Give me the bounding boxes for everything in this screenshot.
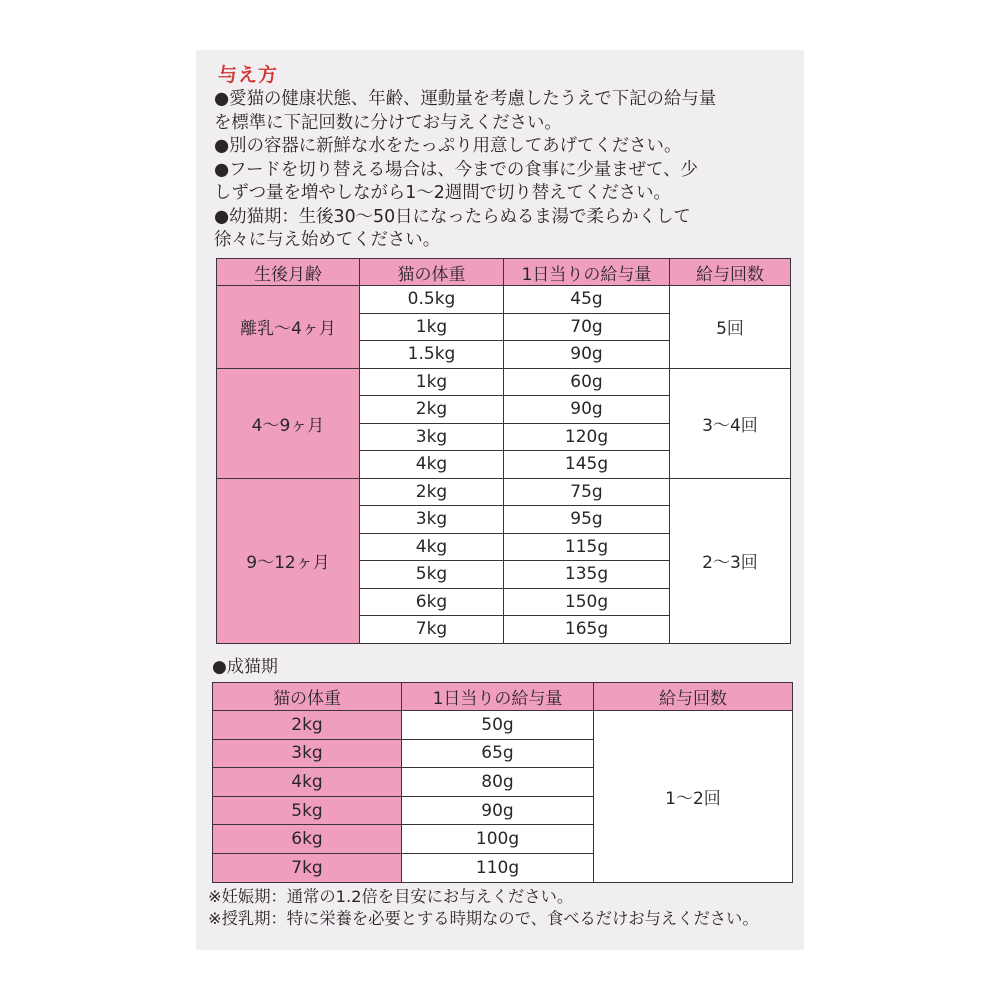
amount-cell: 90g: [402, 796, 594, 825]
amount-cell: 135g: [504, 561, 670, 589]
header-amount: 1日当りの給与量: [402, 683, 594, 711]
amount-cell: 90g: [504, 341, 670, 369]
weight-cell: 4kg: [360, 451, 504, 479]
amount-cell: 60g: [504, 368, 670, 396]
intro-line: ●幼猫期：生後30〜50日になったらぬるま湯で柔らかくして: [214, 206, 691, 227]
header-frequency: 給与回数: [594, 683, 793, 711]
amount-cell: 145g: [504, 451, 670, 479]
weight-cell: 7kg: [360, 616, 504, 644]
amount-cell: 45g: [504, 286, 670, 314]
amount-cell: 95g: [504, 506, 670, 534]
header-weight: 猫の体重: [213, 683, 402, 711]
header-frequency: 給与回数: [670, 259, 791, 286]
table-row: [217, 478, 791, 506]
weight-cell: 1.5kg: [360, 341, 504, 369]
intro-line: しずつ量を増やしながら1〜2週間で切り替えてください。: [214, 183, 671, 203]
table-row: [217, 286, 791, 314]
header-weight: 猫の体重: [360, 259, 504, 286]
weight-cell: 3kg: [360, 423, 504, 451]
adult-feeding-table: [212, 682, 793, 883]
amount-cell: 150g: [504, 588, 670, 616]
amount-cell: 75g: [504, 478, 670, 506]
amount-cell: 70g: [504, 313, 670, 341]
note-line: ※妊娠期：通常の1.2倍を目安にお与えください。: [208, 887, 574, 906]
header-amount: 1日当りの給与量: [504, 259, 670, 286]
frequency-cell: 2〜3回: [670, 478, 791, 643]
note-line: ※授乳期：特に栄養を必要とする時期なので、食べるだけお与えください。: [208, 909, 759, 928]
frequency-cell: 5回: [670, 286, 791, 369]
intro-text: [214, 88, 804, 253]
weight-cell: 6kg: [213, 825, 402, 854]
adult-table-body: [213, 711, 793, 883]
intro-line: ●別の容器に新鮮な水をたっぷり用意してあげてください。: [214, 136, 682, 156]
age-cell: 4〜9ヶ月: [217, 368, 360, 478]
table-row: [213, 711, 793, 740]
table-header-row: [213, 683, 793, 711]
weight-cell: 1kg: [360, 368, 504, 396]
intro-line: 徐々に与え始めてください。: [214, 230, 441, 250]
frequency-cell: 3〜4回: [670, 368, 791, 478]
weight-cell: 0.5kg: [360, 286, 504, 314]
weight-cell: 7kg: [213, 853, 402, 882]
section-heading: 与え方: [218, 64, 279, 86]
weight-cell: 6kg: [360, 588, 504, 616]
amount-cell: 90g: [504, 396, 670, 424]
weight-cell: 2kg: [360, 396, 504, 424]
age-cell: 9〜12ヶ月: [217, 478, 360, 643]
header-age: 生後月齢: [217, 259, 360, 286]
kitten-table-body: [217, 286, 791, 644]
weight-cell: 2kg: [360, 478, 504, 506]
intro-line: ●愛猫の健康状態、年齢、運動量を考慮したうえで下記の給与量: [214, 89, 717, 109]
weight-cell: 4kg: [213, 768, 402, 797]
weight-cell: 1kg: [360, 313, 504, 341]
weight-cell: 3kg: [360, 506, 504, 534]
amount-cell: 50g: [402, 711, 594, 740]
frequency-cell: 1〜2回: [594, 711, 793, 883]
amount-cell: 110g: [402, 853, 594, 882]
weight-cell: 5kg: [213, 796, 402, 825]
weight-cell: 2kg: [213, 711, 402, 740]
amount-cell: 100g: [402, 825, 594, 854]
amount-cell: 80g: [402, 768, 594, 797]
intro-line: を標準に下記回数に分けてお与えください。: [214, 112, 562, 133]
amount-cell: 120g: [504, 423, 670, 451]
amount-cell: 65g: [402, 739, 594, 768]
age-cell: 離乳〜4ヶ月: [217, 286, 360, 369]
kitten-feeding-table: [216, 258, 791, 644]
table-header-row: [217, 259, 791, 286]
table-row: [217, 368, 791, 396]
amount-cell: 115g: [504, 533, 670, 561]
feeding-guide-panel: [196, 50, 804, 950]
weight-cell: 5kg: [360, 561, 504, 589]
weight-cell: 3kg: [213, 739, 402, 768]
intro-line: ●フードを切り替える場合は、今までの食事に少量まぜて、少: [214, 159, 698, 180]
notes: [208, 886, 804, 930]
adult-section-label: ●成猫期: [212, 657, 278, 677]
amount-cell: 165g: [504, 616, 670, 644]
weight-cell: 4kg: [360, 533, 504, 561]
